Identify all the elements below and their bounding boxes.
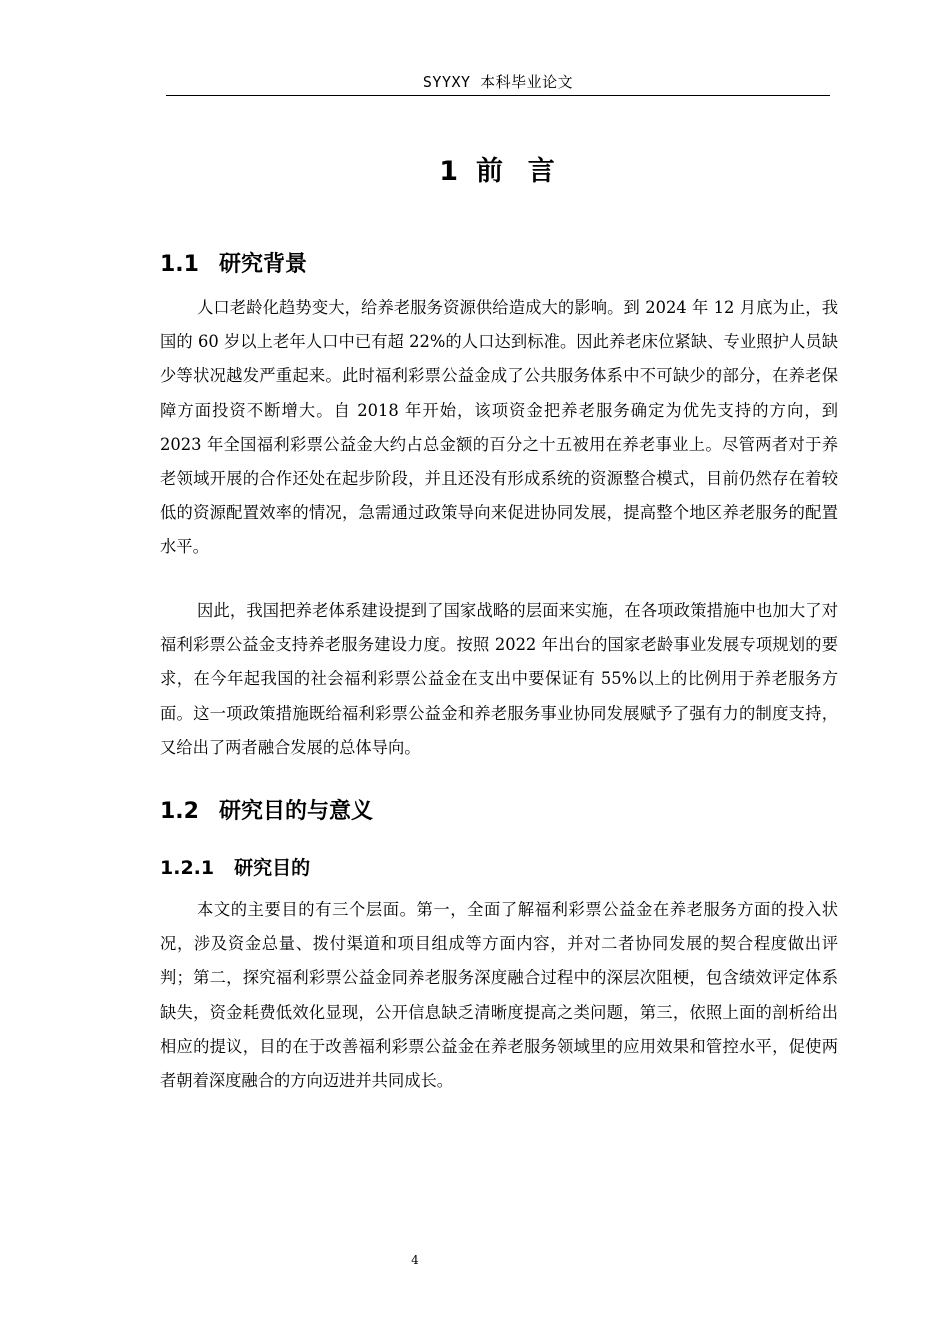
chapter-title bbox=[166, 152, 830, 192]
paragraph: 因此，我国把养老体系建设提到了国家战略的层面来实施，在各项政策措施中也加大了对福利彩票公益金支持养老服务建设力度。按照 2022 年出台的国家老龄事业发展专项规划的要求，在今年起我国的社会福利彩票公益金在支出中要保证有 55%以上的比例用于养老服务方面。这一项政策措施既给福利彩票公益金和养老服务事业协同发展赋予了强有力的制度支持，又给出了两者融合发展的总体导向。 bbox=[160, 601, 838, 757]
section-number: 1.2 bbox=[160, 799, 199, 824]
page-number: 4 bbox=[411, 1253, 419, 1267]
header-rule bbox=[166, 95, 830, 96]
subsection-number: 1.2.1 bbox=[160, 857, 215, 879]
chapter-title-text: 前 言 bbox=[475, 156, 557, 187]
running-header: SYYXY 本科毕业论文 bbox=[422, 73, 574, 91]
paragraph: 人口老龄化趋势变大，给养老服务资源供给造成大的影响。到 2024 年 12 月底为止，我国的 60 岁以上老年人口中已有超 22%的人口达到标准。因此养老床位紧缺、专业照护人员缺少等状况越发严重起来。此时福利彩票公益金成了公共服务体系中不可缺少的部分，在养老保障方面投资不断增大。自 2018 年开始，该项资金把养老服务确定为优先支持的方向，到 2023 年全国福利彩票公益金大约占总金额的百分之十五被用在养老事业上。尽管两者对于养老领域开展的合作还处在起步阶段，并且还没有形成系统的资源整合模式，目前仍然存在着较低的资源配置效率的情况，急需通过政策导向来促进协同发展，提高整个地区养老服务的配置水平。 bbox=[160, 298, 838, 557]
section-number: 1.1 bbox=[160, 252, 199, 277]
section-heading-1-1 bbox=[160, 249, 307, 281]
subsection-heading-1-2-1 bbox=[160, 853, 310, 883]
section-heading-1-2 bbox=[160, 796, 373, 828]
section-title: 研究背景 bbox=[218, 252, 307, 277]
chapter-number: 1 bbox=[439, 156, 460, 187]
section-title: 研究目的与意义 bbox=[218, 799, 373, 824]
subsection-title: 研究目的 bbox=[234, 857, 311, 879]
paragraph: 本文的主要目的有三个层面。第一，全面了解福利彩票公益金在养老服务方面的投入状况，涉及资金总量、拨付渠道和项目组成等方面内容，并对二者协同发展的契合程度做出评判；第二，探究福利彩票公益金同养老服务深度融合过程中的深层次阻梗，包含绩效评定体系缺失，资金耗费低效化显现，公开信息缺乏清晰度提高之类问题，第三，依照上面的剖析给出相应的提议，目的在于改善福利彩票公益金在养老服务领域里的应用效果和管控水平，促使两者朝着深度融合的方向迈进并共同成长。 bbox=[160, 900, 838, 1091]
